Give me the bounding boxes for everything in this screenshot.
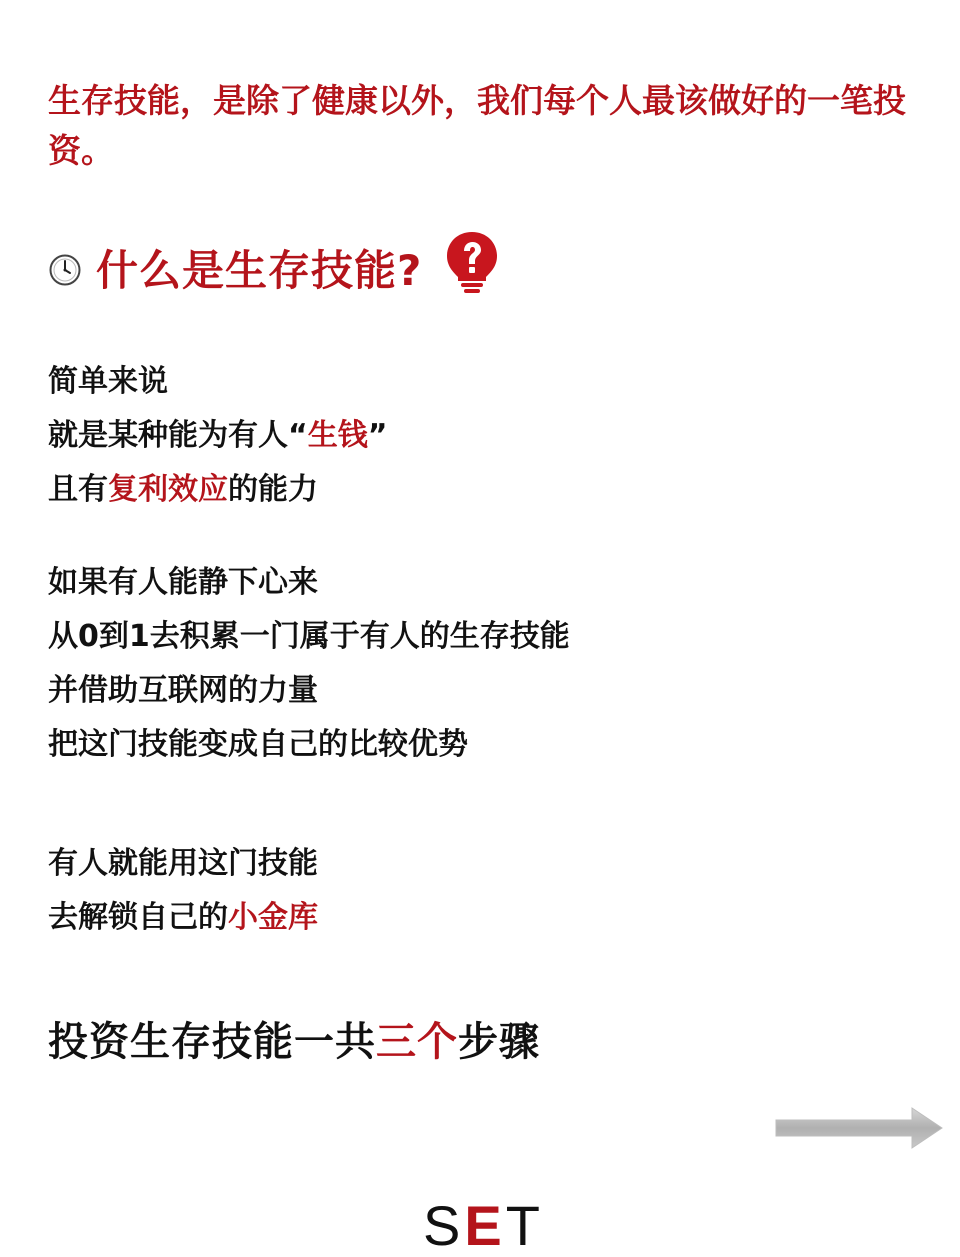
line-text: 且有 [48,472,108,507]
line-text: 去解锁自己的 [48,900,228,935]
paragraph-3-line-1: 有人就能用这门技能 [48,846,318,881]
paragraph-1-line-2 [48,409,387,463]
paragraph-2-line-2: 从0到1去积累一门属于有人的生存技能 [48,619,570,654]
paragraph-2-line-3: 并借助互联网的力量 [48,673,318,708]
highlight-text: 生钱 [307,418,368,453]
steps-text-end: 步骤 [458,1019,540,1065]
steps-highlight: 三个 [376,1019,458,1065]
paragraph-2-line-4: 把这门技能变成自己的比较优势 [48,727,468,762]
paragraph-2-line-1: 如果有人能静下心来 [48,565,318,600]
intro-text: 生存技能，是除了健康以外，我们每个人最该做好的一笔投资。 [48,81,906,170]
set-logo [423,1196,544,1256]
paragraph-3-line-2 [48,891,318,945]
right-arrow-icon [774,1104,946,1152]
open-quote: “ [288,418,308,453]
clock-icon [48,253,82,287]
heading-title: 什么是生存技能? [96,246,423,295]
logo-letter-t: T [505,1194,544,1257]
paragraph-1 [48,355,387,517]
close-quote: ” [367,418,388,453]
steps-text: 投资生存技能一共 [48,1019,376,1065]
paragraph-1-line-3 [48,463,387,517]
question-lightbulb-icon [444,229,500,295]
paragraph-2 [48,556,570,772]
highlight-text: 小金库 [228,900,318,935]
logo-letter-e: E [464,1194,506,1257]
highlight-text: 复利效应 [108,472,228,507]
line-text: 就是某种能为有人 [48,418,288,453]
paragraph-1-line-1: 简单来说 [48,364,168,399]
steps-heading [48,1010,540,1067]
logo-letter-s: S [423,1194,465,1257]
line-text: 的能力 [228,472,318,507]
paragraph-3 [48,837,318,945]
section-heading [48,228,500,308]
